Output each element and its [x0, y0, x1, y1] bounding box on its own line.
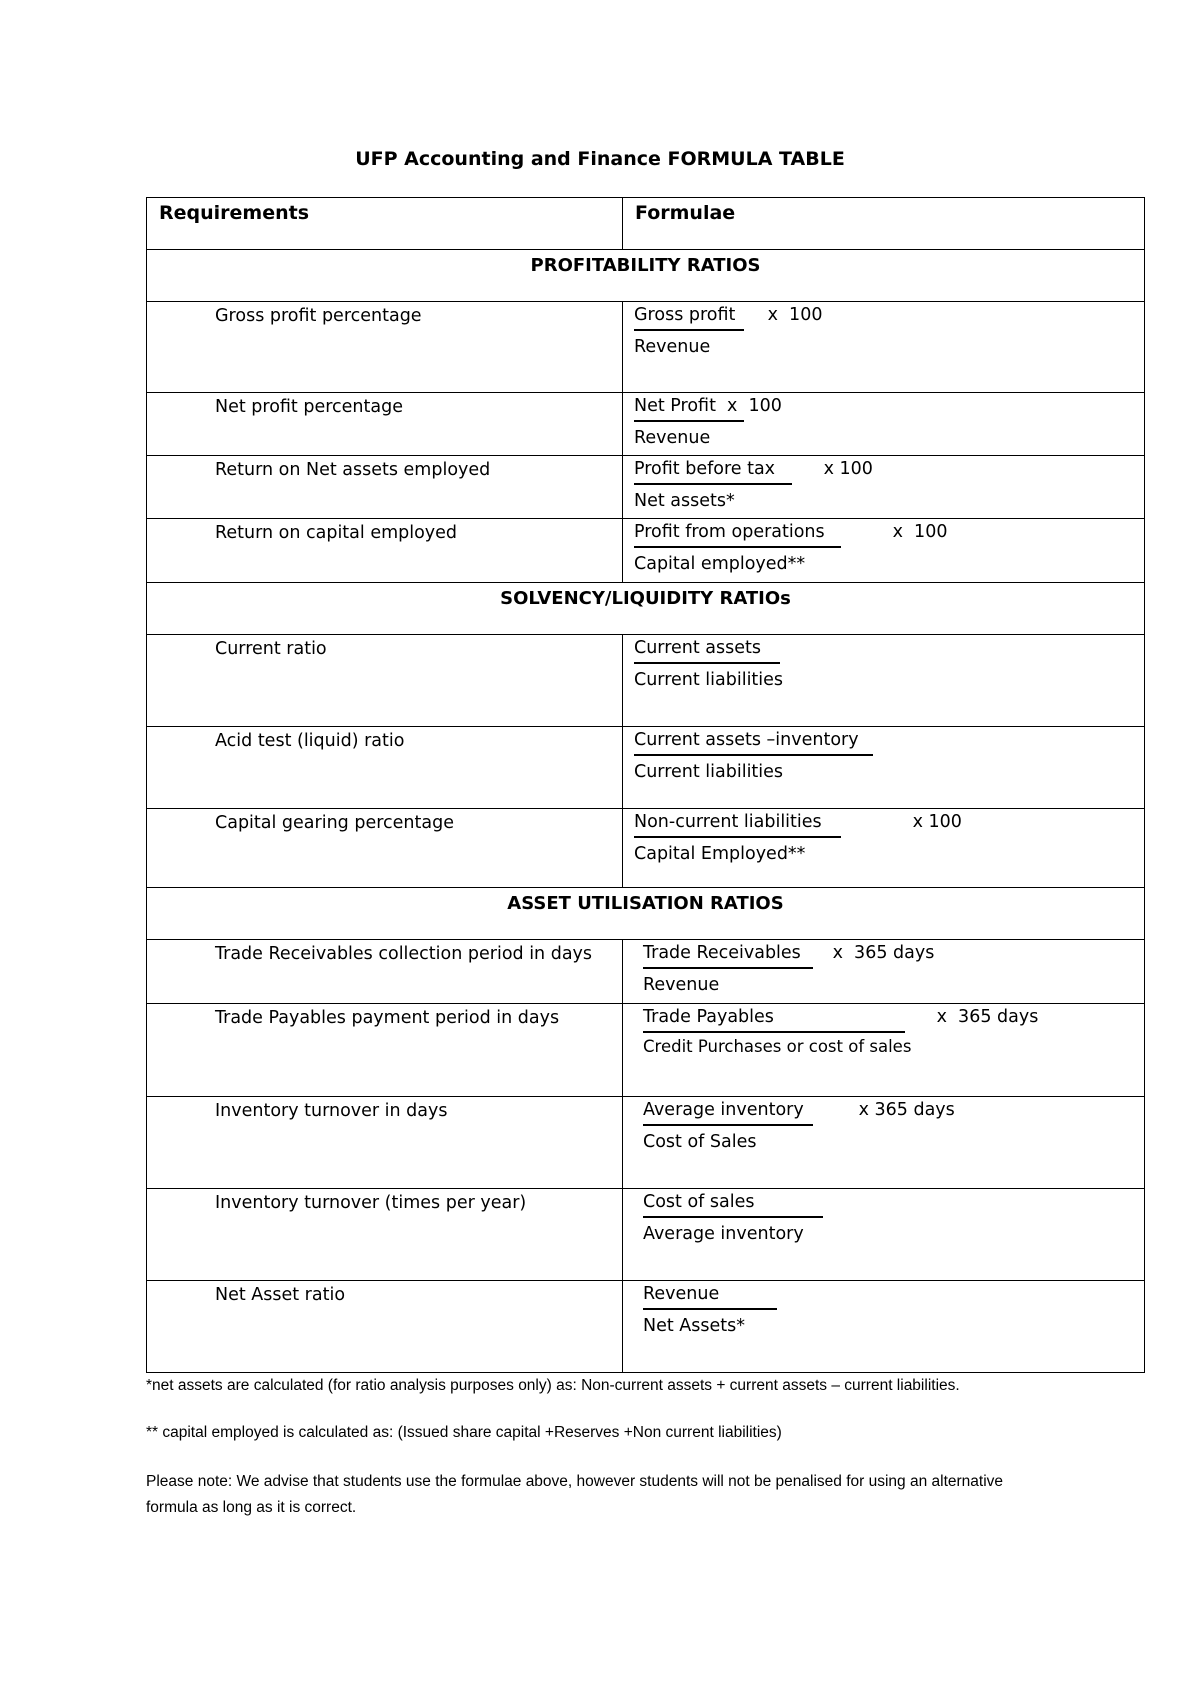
formula-numerator: Trade Payables: [643, 1007, 905, 1033]
formula-cell: [623, 1189, 1145, 1281]
formula-cell: [623, 456, 1145, 519]
formula-numerator: Profit from operations: [634, 522, 841, 548]
requirement-label: Gross profit percentage: [147, 302, 623, 393]
table-row: [147, 635, 1145, 727]
formula-cell: [623, 635, 1145, 727]
formula-numerator: Net Profit x 100: [634, 396, 744, 422]
formula-multiplier: x 100: [912, 812, 962, 832]
requirement-label: Return on Net assets employed: [147, 456, 623, 519]
formula-cell: [623, 393, 1145, 456]
formula-cell: [623, 519, 1145, 583]
formula-denominator: Revenue: [643, 975, 720, 995]
formula-denominator: Credit Purchases or cost of sales: [643, 1037, 912, 1056]
requirement-label: Trade Receivables collection period in days: [147, 940, 623, 1004]
capital-employed-note: ** capital employed is calculated as: (Issued share capital +Reserves +Non current liabilities): [146, 1424, 782, 1441]
formula-denominator: Capital Employed**: [634, 844, 806, 864]
formula-denominator: Net Assets*: [643, 1316, 745, 1336]
formula-numerator: Revenue: [643, 1284, 777, 1310]
formula-denominator: Net assets*: [634, 491, 735, 511]
formula-denominator: Cost of Sales: [643, 1132, 757, 1152]
formula-numerator: Average inventory: [643, 1100, 813, 1126]
section-asset-utilisation: ASSET UTILISATION RATIOS: [147, 888, 1145, 940]
section-row: [147, 250, 1145, 302]
formula-denominator: Average inventory: [643, 1224, 804, 1244]
formula-numerator: Cost of sales: [643, 1192, 823, 1218]
formula-numerator: Trade Receivables: [643, 943, 813, 969]
formula-denominator: Capital employed**: [634, 554, 806, 574]
formula-multiplier: x 100: [823, 459, 873, 479]
formula-multiplier: x 100: [767, 305, 823, 325]
requirement-label: Inventory turnover (times per year): [147, 1189, 623, 1281]
please-note: Please note: We advise that students use the formulae above, however students will not be penalised for using an alternative formula as long as it is correct.: [146, 1473, 1004, 1516]
table-header-row: [147, 198, 1145, 250]
formula-denominator: Revenue: [634, 337, 711, 357]
formula-numerator: Non-current liabilities: [634, 812, 841, 838]
formula-table: [146, 197, 1145, 1373]
table-row: [147, 727, 1145, 809]
formula-denominator: Revenue: [634, 428, 711, 448]
formula-cell: [623, 1097, 1145, 1189]
formula-denominator: Current liabilities: [634, 762, 784, 782]
formula-cell: [623, 302, 1145, 393]
page-title: UFP Accounting and Finance FORMULA TABLE: [355, 148, 845, 170]
table-row: [147, 1281, 1145, 1373]
table-row: [147, 1004, 1145, 1097]
requirement-label: Trade Payables payment period in days: [147, 1004, 623, 1097]
section-profitability: PROFITABILITY RATIOS: [147, 250, 1145, 302]
formula-cell: [623, 809, 1145, 888]
requirement-label: Net profit percentage: [147, 393, 623, 456]
formula-multiplier: x 365 days: [936, 1007, 1039, 1027]
formula-numerator: Current assets: [634, 638, 780, 664]
formula-cell: [623, 1004, 1145, 1097]
requirement-label: Inventory turnover in days: [147, 1097, 623, 1189]
formula-multiplier: x 365 days: [858, 1100, 955, 1120]
table-row: [147, 519, 1145, 583]
section-row: [147, 888, 1145, 940]
requirement-label: Capital gearing percentage: [147, 809, 623, 888]
section-solvency: SOLVENCY/LIQUIDITY RATIOs: [147, 583, 1145, 635]
formula-cell: [623, 940, 1145, 1004]
header-formulae: Formulae: [623, 198, 1145, 250]
formula-multiplier: x 365 days: [832, 943, 935, 963]
table-row: [147, 1097, 1145, 1189]
requirement-label: Acid test (liquid) ratio: [147, 727, 623, 809]
formula-denominator: Current liabilities: [634, 670, 784, 690]
header-requirements: Requirements: [147, 198, 623, 250]
table-row: [147, 456, 1145, 519]
formula-cell: [623, 727, 1145, 809]
requirement-label: Current ratio: [147, 635, 623, 727]
formula-numerator: Current assets –inventory: [634, 730, 873, 756]
net-assets-note: *net assets are calculated (for ratio analysis purposes only) as: Non-current assets + current assets – current liabilities.: [146, 1377, 960, 1394]
table-row: [147, 393, 1145, 456]
requirement-label: Net Asset ratio: [147, 1281, 623, 1373]
section-row: [147, 583, 1145, 635]
formula-cell: [623, 1281, 1145, 1373]
formula-numerator: Profit before tax: [634, 459, 792, 485]
table-row: [147, 302, 1145, 393]
table-row: [147, 1189, 1145, 1281]
formula-multiplier: x 100: [892, 522, 948, 542]
requirement-label: Return on capital employed: [147, 519, 623, 583]
table-row: [147, 940, 1145, 1004]
formula-numerator: Gross profit: [634, 305, 744, 331]
table-row: [147, 809, 1145, 888]
